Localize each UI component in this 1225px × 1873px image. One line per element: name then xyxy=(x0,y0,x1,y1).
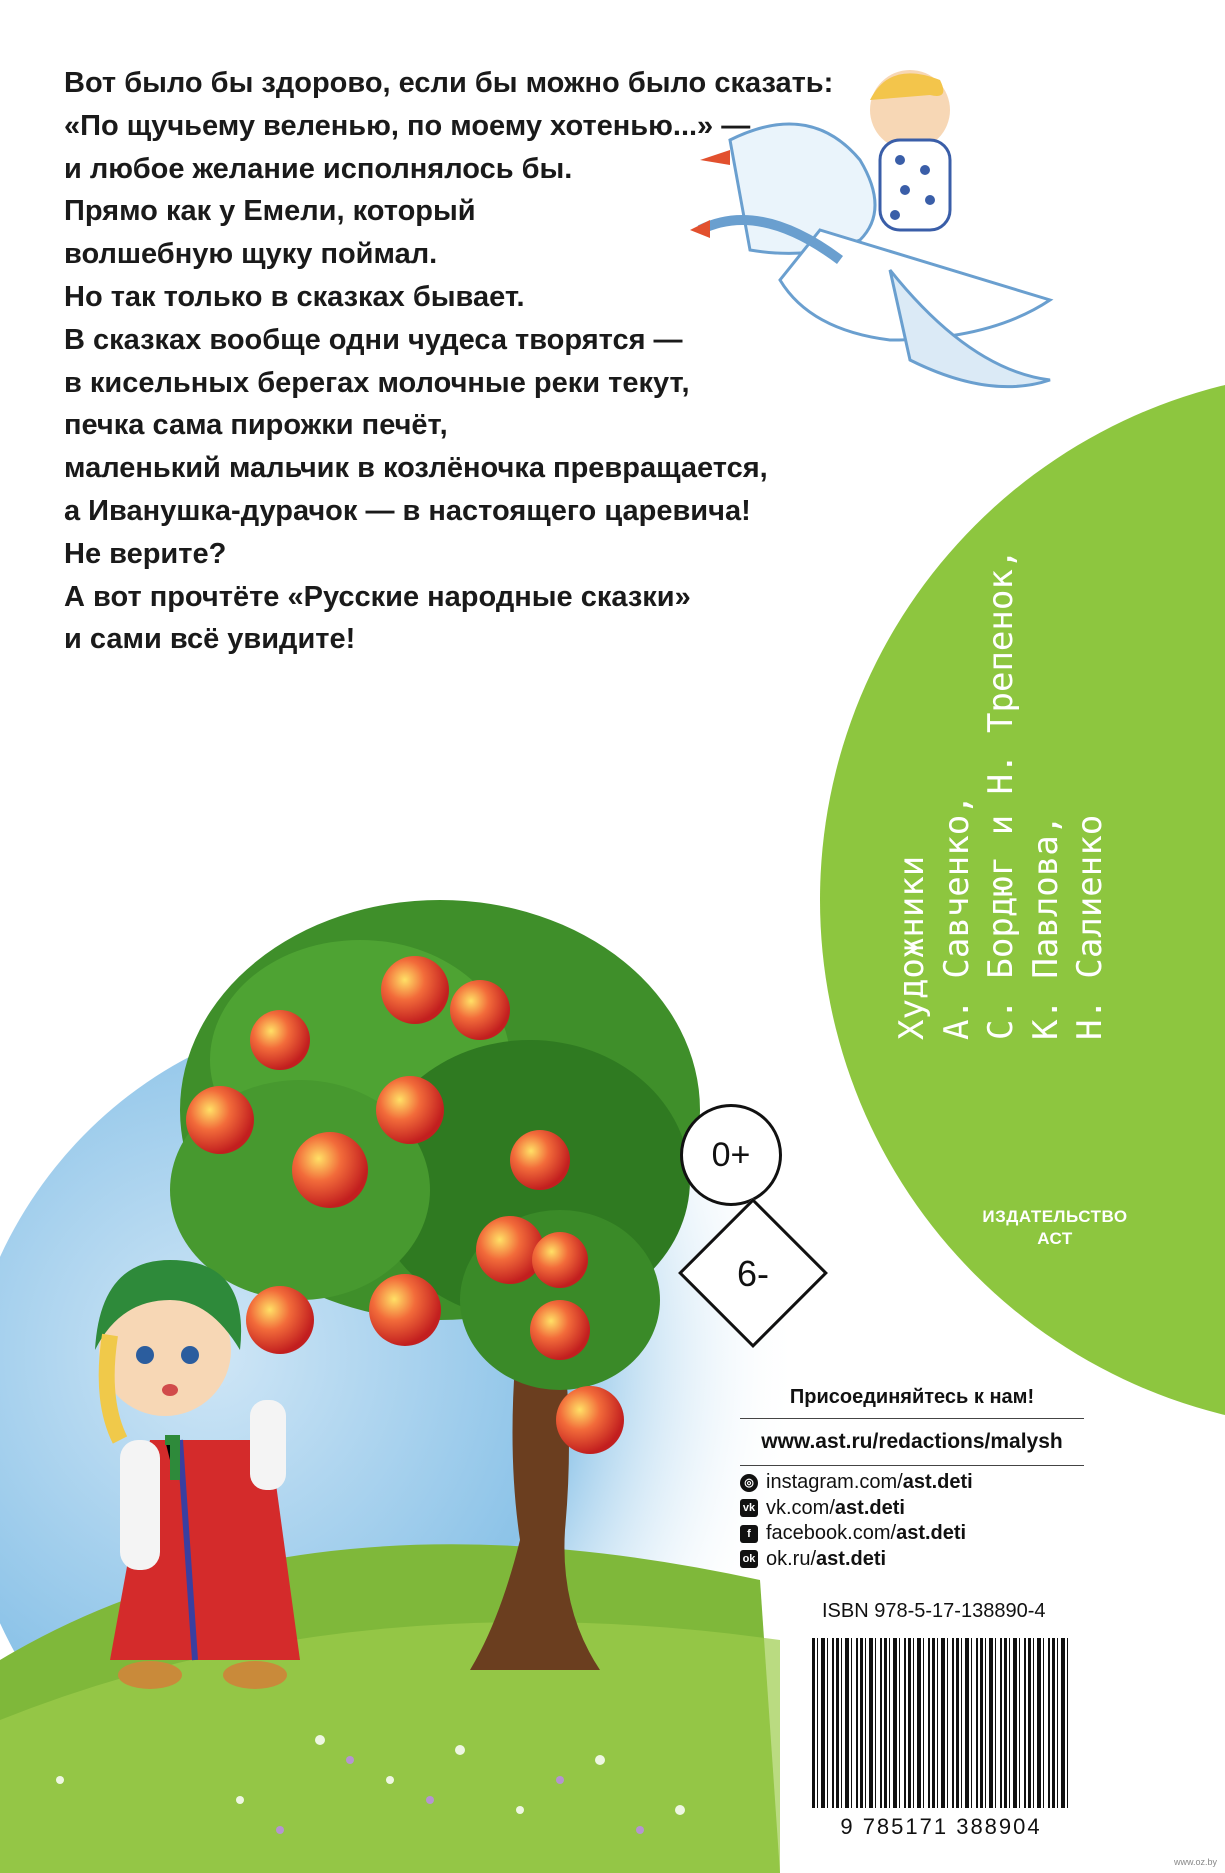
artist-name: К. Павлова, xyxy=(1025,814,1066,1040)
blurb-line: Но так только в сказках бывает. xyxy=(64,280,525,313)
blurb-line: а Иванушка-дурачок — в настоящего царевича! xyxy=(64,494,751,527)
social-link-vk[interactable] xyxy=(740,1496,1084,1522)
join-us-block xyxy=(740,1382,1084,1472)
barcode-number: 9 785171 388904 xyxy=(840,1814,1042,1839)
artist-name: А. Савченко, xyxy=(936,794,977,1040)
social-handle: ast.deti xyxy=(834,1496,905,1519)
social-link-odnoklassniki[interactable] xyxy=(740,1547,1084,1573)
social-handle: ast.deti xyxy=(896,1522,967,1545)
age-rating-badge: 0+ xyxy=(680,1104,782,1206)
apple-tree-illustration xyxy=(0,880,900,1873)
blurb-line: В сказках вообще одни чудеса творятся — xyxy=(64,323,683,356)
vk-icon: vk xyxy=(740,1499,758,1517)
join-title: Присоединяйтесь к нам! xyxy=(789,1386,1035,1408)
blurb-line: Не верите? xyxy=(64,537,227,570)
social-prefix: vk.com/ xyxy=(766,1496,835,1519)
artist-name: Н. Салиенко xyxy=(1070,814,1110,1040)
blurb-line: волшебную щуку поймал. xyxy=(64,238,438,271)
barcode xyxy=(798,1630,1084,1842)
social-links xyxy=(740,1470,1084,1572)
blurb-line: маленький мальчик в козлёночка превращается, xyxy=(64,452,768,485)
social-handle: ast.deti xyxy=(902,1471,973,1494)
watermark: www.oz.by xyxy=(1173,1857,1217,1867)
isbn-label: ISBN 978-5-17-138890-4 xyxy=(822,1600,1046,1622)
blurb-line: «По щучьему веленью, по моему хотенью...» — xyxy=(64,109,751,142)
odnoklassniki-icon: ok xyxy=(740,1550,758,1568)
publisher-url[interactable]: www.ast.ru/redactions/malysh xyxy=(761,1430,1063,1453)
blurb-line: Вот было бы здорово, если бы можно было сказать: xyxy=(64,67,834,99)
social-link-facebook[interactable] xyxy=(740,1521,1084,1547)
blurb-line: печка сама пирожки печёт, xyxy=(64,409,448,442)
social-prefix: facebook.com/ xyxy=(766,1522,897,1545)
barcode-bars xyxy=(812,1638,1070,1808)
age-recommended-label: 6- xyxy=(736,1253,769,1294)
instagram-icon: ◎ xyxy=(740,1474,758,1492)
social-handle: ast.deti xyxy=(816,1547,887,1570)
publisher-line1: ИЗДАТЕЛЬСТВО xyxy=(982,1207,1128,1226)
blurb-line: А вот прочтёте «Русские народные сказки» xyxy=(64,580,691,613)
divider xyxy=(740,1418,1084,1419)
blurb-line: и сами всё увидите! xyxy=(64,623,356,656)
blurb-line: Прямо как у Емели, который xyxy=(64,195,476,228)
social-prefix: instagram.com/ xyxy=(766,1471,903,1494)
publisher-line2: АСТ xyxy=(1037,1229,1073,1248)
blurb-text xyxy=(64,62,864,661)
publisher-logo xyxy=(955,1206,1155,1250)
social-link-instagram[interactable] xyxy=(740,1470,1084,1496)
artist-name: С. Бордюг и Н. Трепенок, xyxy=(981,548,1021,1040)
blurb-line: в кисельных берегах молочные реки текут, xyxy=(64,366,690,399)
social-prefix: ok.ru/ xyxy=(766,1547,817,1570)
blurb-line: и любое желание исполнялось бы. xyxy=(64,152,573,185)
divider xyxy=(740,1465,1084,1466)
facebook-icon: f xyxy=(740,1525,758,1543)
artists-heading: Художники xyxy=(892,855,932,1040)
artists-credits xyxy=(890,520,1120,1040)
